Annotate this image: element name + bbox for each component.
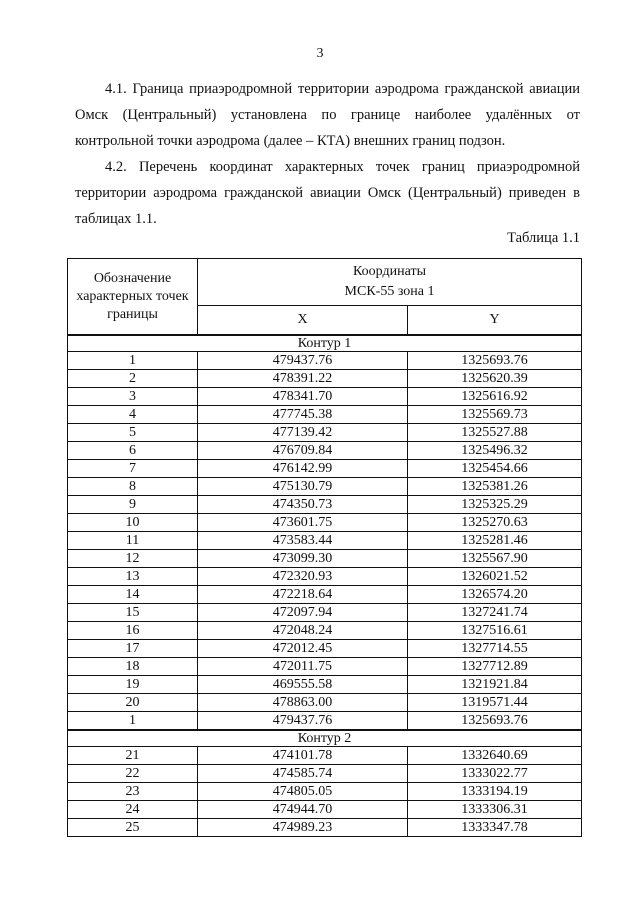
- x-value: 474585.74: [198, 765, 408, 783]
- x-value: 478341.70: [198, 388, 408, 406]
- point-number: 16: [68, 622, 198, 640]
- table-row: [68, 370, 582, 388]
- header-point-name: Обозначение характерных точек границы: [68, 259, 198, 336]
- point-number: 1: [68, 352, 198, 370]
- table-row: [68, 478, 582, 496]
- x-value: 473099.30: [198, 550, 408, 568]
- y-value: 1332640.69: [408, 747, 582, 765]
- y-value: 1321921.84: [408, 676, 582, 694]
- paragraph-4-2: [75, 154, 580, 232]
- table-row: [68, 550, 582, 568]
- contour-title: Контур 1: [68, 335, 582, 352]
- y-value: 1333306.31: [408, 801, 582, 819]
- y-value: 1333194.19: [408, 783, 582, 801]
- contour-title: Контур 2: [68, 730, 582, 747]
- x-value: 475130.79: [198, 478, 408, 496]
- y-value: 1325270.63: [408, 514, 582, 532]
- point-number: 25: [68, 819, 198, 837]
- table-row: [68, 586, 582, 604]
- point-number: 21: [68, 747, 198, 765]
- paragraph-4-2-text: 4.2. Перечень координат характерных точек границ приаэродромной территории аэродрома гражданской авиации Омск (Центральный) приведен в таблицах 1.1.: [75, 159, 580, 227]
- table-row: [68, 568, 582, 586]
- table-row: [68, 514, 582, 532]
- x-value: 479437.76: [198, 352, 408, 370]
- table-row: [68, 801, 582, 819]
- y-value: 1325381.26: [408, 478, 582, 496]
- table-row: [68, 352, 582, 370]
- point-number: 7: [68, 460, 198, 478]
- x-value: 469555.58: [198, 676, 408, 694]
- table-row: [68, 819, 582, 837]
- y-value: 1326574.20: [408, 586, 582, 604]
- point-number: 17: [68, 640, 198, 658]
- contour-header-row: [68, 335, 582, 352]
- contour-block: [68, 730, 582, 837]
- point-number: 14: [68, 586, 198, 604]
- x-value: 479437.76: [198, 712, 408, 731]
- point-number: 23: [68, 783, 198, 801]
- y-value: 1325616.92: [408, 388, 582, 406]
- table-row: [68, 658, 582, 676]
- x-value: 472048.24: [198, 622, 408, 640]
- point-number: 5: [68, 424, 198, 442]
- header-coordinates: [198, 259, 582, 306]
- contour-header-row: [68, 730, 582, 747]
- y-value: 1325693.76: [408, 712, 582, 731]
- point-number: 10: [68, 514, 198, 532]
- y-value: 1325569.73: [408, 406, 582, 424]
- page-number: 3: [316, 46, 324, 61]
- x-value: 472097.94: [198, 604, 408, 622]
- table-row: [68, 496, 582, 514]
- x-value: 478391.22: [198, 370, 408, 388]
- coordinates-table: [67, 258, 582, 837]
- point-number: 18: [68, 658, 198, 676]
- y-value: 1325567.90: [408, 550, 582, 568]
- y-value: 1325496.32: [408, 442, 582, 460]
- x-value: 474944.70: [198, 801, 408, 819]
- point-number: 4: [68, 406, 198, 424]
- header-y: Y: [408, 305, 582, 335]
- y-value: 1325454.66: [408, 460, 582, 478]
- table-row: [68, 622, 582, 640]
- y-value: 1327712.89: [408, 658, 582, 676]
- y-value: 1333022.77: [408, 765, 582, 783]
- x-value: 472011.75: [198, 658, 408, 676]
- x-value: 474101.78: [198, 747, 408, 765]
- table-row: [68, 460, 582, 478]
- x-value: 473583.44: [198, 532, 408, 550]
- x-value: 477745.38: [198, 406, 408, 424]
- table-row: [68, 532, 582, 550]
- point-number: 24: [68, 801, 198, 819]
- y-value: 1325527.88: [408, 424, 582, 442]
- header-coordinates-label: Координаты: [353, 263, 426, 279]
- table-row: [68, 640, 582, 658]
- point-number: 22: [68, 765, 198, 783]
- y-value: 1327241.74: [408, 604, 582, 622]
- y-value: 1327516.61: [408, 622, 582, 640]
- table-row: [68, 783, 582, 801]
- table-row: [68, 388, 582, 406]
- header-x: X: [198, 305, 408, 335]
- table-row: [68, 747, 582, 765]
- paragraph-4-1-text: 4.1. Граница приаэродромной территории аэродрома гражданской авиации Омск (Центральный) установлена по границе наиболее удалённых от контрольной точки аэродрома (далее – КТА) внешних границ подзон.: [75, 81, 580, 149]
- table-caption: Таблица 1.1: [507, 230, 580, 246]
- header-coordinate-system: МСК-55 зона 1: [344, 283, 435, 299]
- y-value: 1326021.52: [408, 568, 582, 586]
- y-value: 1319571.44: [408, 694, 582, 712]
- point-number: 15: [68, 604, 198, 622]
- y-value: 1325281.46: [408, 532, 582, 550]
- point-number: 3: [68, 388, 198, 406]
- point-number: 12: [68, 550, 198, 568]
- point-number: 2: [68, 370, 198, 388]
- point-number: 13: [68, 568, 198, 586]
- point-number: 9: [68, 496, 198, 514]
- x-value: 472012.45: [198, 640, 408, 658]
- y-value: 1325325.29: [408, 496, 582, 514]
- table-row: [68, 765, 582, 783]
- paragraph-4-1: [75, 76, 580, 154]
- y-value: 1325620.39: [408, 370, 582, 388]
- x-value: 472320.93: [198, 568, 408, 586]
- point-number: 20: [68, 694, 198, 712]
- point-number: 1: [68, 712, 198, 731]
- table-row: [68, 712, 582, 731]
- x-value: 474350.73: [198, 496, 408, 514]
- table-row: [68, 694, 582, 712]
- x-value: 474989.23: [198, 819, 408, 837]
- point-number: 11: [68, 532, 198, 550]
- x-value: 478863.00: [198, 694, 408, 712]
- x-value: 473601.75: [198, 514, 408, 532]
- contour-block: [68, 335, 582, 730]
- point-number: 8: [68, 478, 198, 496]
- table-row: [68, 424, 582, 442]
- y-value: 1327714.55: [408, 640, 582, 658]
- table-row: [68, 604, 582, 622]
- point-number: 19: [68, 676, 198, 694]
- table-row: [68, 676, 582, 694]
- x-value: 476142.99: [198, 460, 408, 478]
- x-value: 474805.05: [198, 783, 408, 801]
- x-value: 477139.42: [198, 424, 408, 442]
- table-row: [68, 442, 582, 460]
- y-value: 1333347.78: [408, 819, 582, 837]
- point-number: 6: [68, 442, 198, 460]
- x-value: 476709.84: [198, 442, 408, 460]
- x-value: 472218.64: [198, 586, 408, 604]
- table-row: [68, 406, 582, 424]
- y-value: 1325693.76: [408, 352, 582, 370]
